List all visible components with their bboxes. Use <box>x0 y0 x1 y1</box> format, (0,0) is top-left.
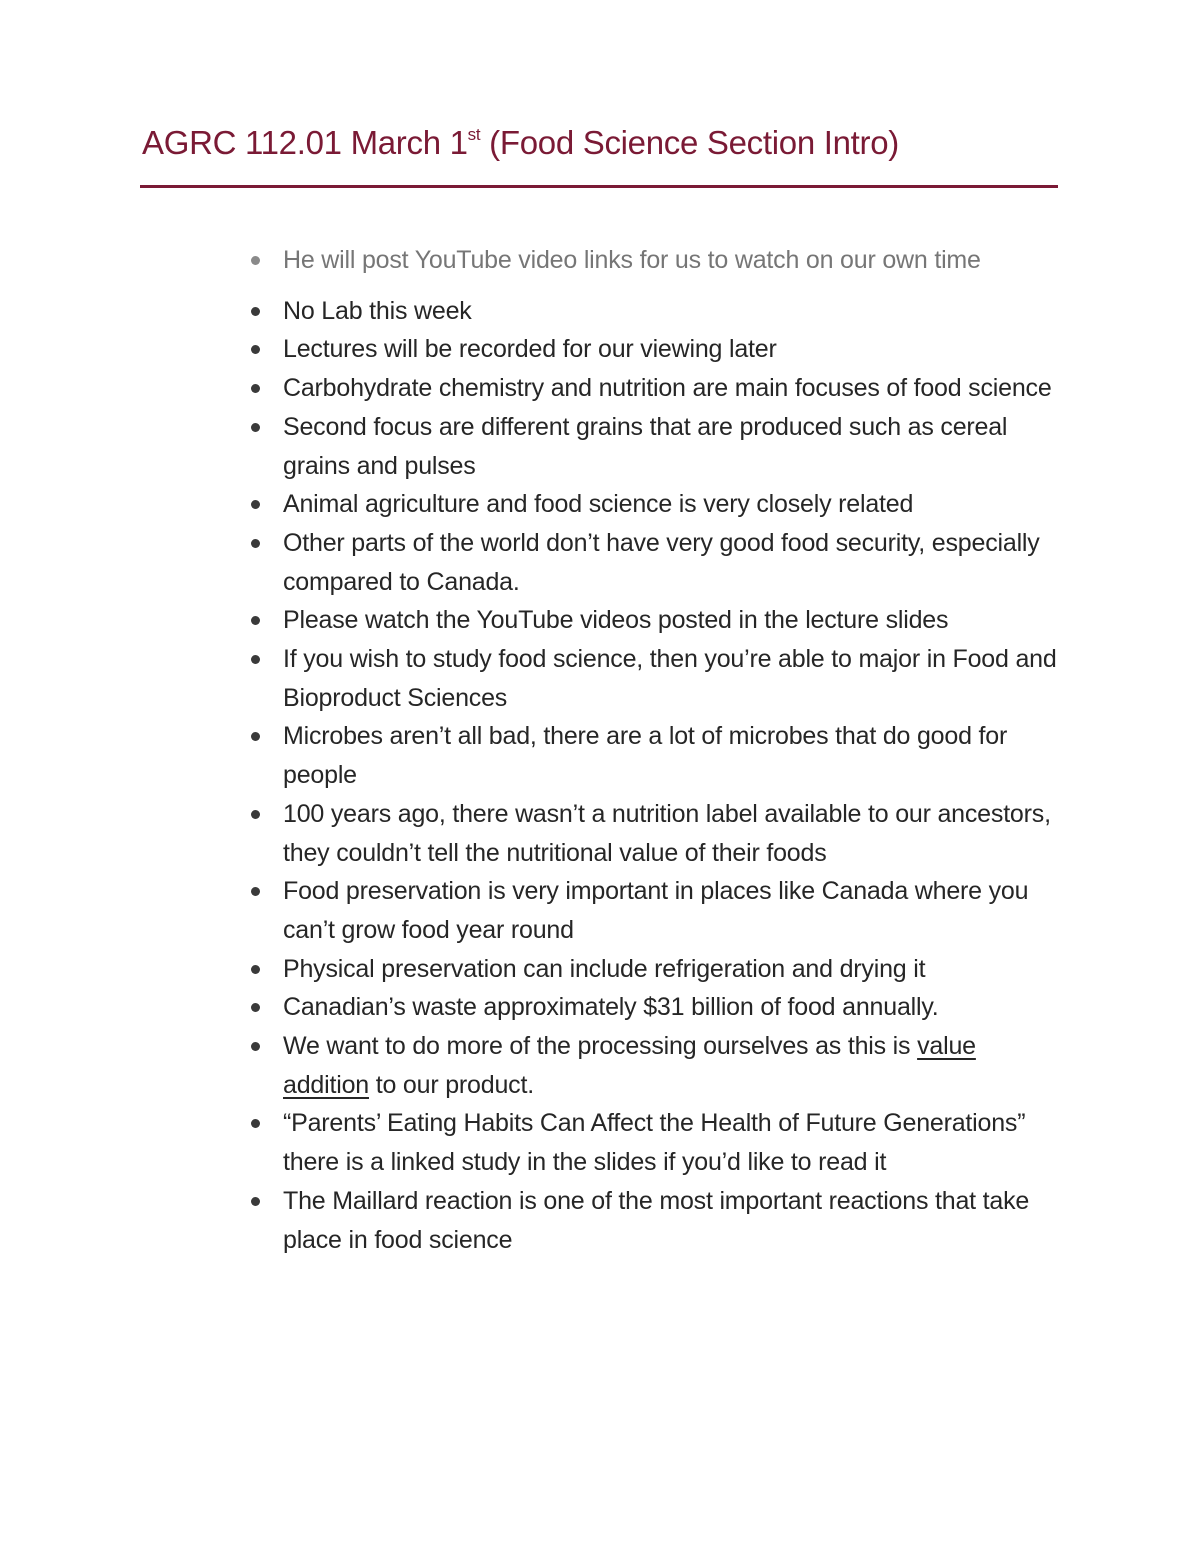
note-text: Second focus are different grains that are produced such as cereal grains and pulses <box>283 412 1008 480</box>
note-text: Physical preservation can include refrigeration and drying it <box>283 954 926 983</box>
note-text: He will post YouTube video links for us to watch on our own time <box>283 246 981 274</box>
note-item <box>245 485 1065 524</box>
bullet-icon <box>251 423 260 432</box>
note-text-before: We want to do more of the processing ourselves as this is <box>283 1032 918 1061</box>
note-item <box>245 369 1065 408</box>
note-text: Microbes aren’t all bad, there are a lot of microbes that do good for people <box>283 722 1008 790</box>
note-item <box>245 241 1065 280</box>
underlined-term: value addition <box>283 1032 976 1099</box>
note-text: Lectures will be recorded for our viewing later <box>283 335 777 364</box>
note-text: The Maillard reaction is one of the most important reactions that take place in food science <box>283 1186 1030 1254</box>
note-item <box>245 795 1065 872</box>
note-text: Carbohydrate chemistry and nutrition are main focuses of food science <box>283 374 1052 403</box>
note-text: Other parts of the world don’t have very good food security, especially compared to Canada. <box>283 528 1040 596</box>
notes-list <box>245 241 1065 1259</box>
title-divider <box>140 185 1058 188</box>
bullet-icon <box>251 384 260 393</box>
note-item <box>245 1182 1065 1259</box>
note-item <box>245 1027 1065 1104</box>
note-item <box>245 1104 1065 1181</box>
bullet-icon <box>251 655 260 664</box>
bullet-icon <box>251 965 260 974</box>
note-item <box>245 640 1065 717</box>
bullet-icon <box>251 345 260 354</box>
bullet-icon <box>251 1197 260 1206</box>
note-item <box>245 950 1065 989</box>
note-item <box>245 524 1065 601</box>
note-item <box>245 408 1065 485</box>
bullet-icon <box>251 810 260 819</box>
title-rest: (Food Science Section Intro) <box>480 124 899 161</box>
note-item <box>245 330 1065 369</box>
bullet-icon <box>251 1119 260 1128</box>
bullet-icon <box>251 500 260 509</box>
bullet-icon <box>251 1003 260 1012</box>
note-item <box>245 601 1065 640</box>
note-text: Please watch the YouTube videos posted in the lecture slides <box>283 606 949 635</box>
bullet-icon <box>251 616 260 625</box>
note-text-after: to our product. <box>368 1070 534 1099</box>
bullet-icon <box>251 539 260 548</box>
note-text: Canadian’s waste approximately $31 billion of food annually. <box>283 993 939 1022</box>
bullet-icon <box>251 307 260 316</box>
note-item <box>245 988 1065 1027</box>
note-item <box>245 872 1065 949</box>
bullet-icon <box>251 732 260 741</box>
bullet-icon <box>251 887 260 896</box>
title-main: AGRC 112.01 March 1 <box>142 124 468 161</box>
title-superscript: st <box>467 125 481 144</box>
note-text: 100 years ago, there wasn’t a nutrition label available to our ancestors, they couldn’t tell the nutritional value of their foods <box>283 799 1051 867</box>
bullet-icon <box>251 1042 260 1051</box>
note-text: “Parents’ Eating Habits Can Affect the Health of Future Generations” there is a linked study in the slides if you’d like to read it <box>283 1109 1026 1177</box>
note-text: Food preservation is very important in places like Canada where you can’t grow food year round <box>283 877 1029 944</box>
note-text: If you wish to study food science, then you’re able to major in Food and Bioproduct Sciences <box>283 645 1057 712</box>
note-item <box>245 292 1065 331</box>
note-text: No Lab this week <box>283 296 472 325</box>
note-item <box>245 717 1065 794</box>
document-title <box>142 118 899 168</box>
note-text: Animal agriculture and food science is very closely related <box>283 490 914 519</box>
bullet-icon <box>251 256 260 265</box>
